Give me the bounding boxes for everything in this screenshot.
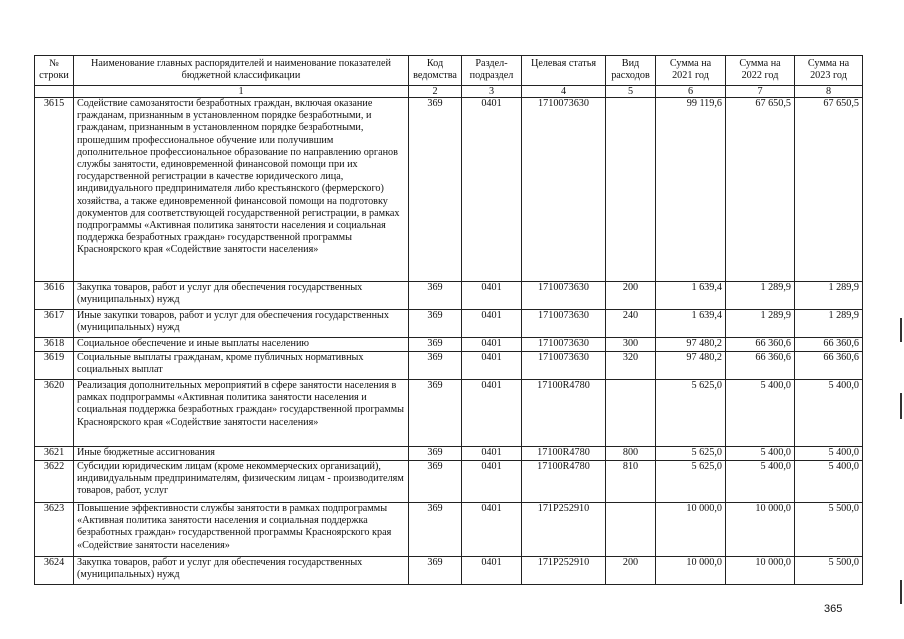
row-number-cell: 3621 [35,447,74,461]
row-name-cell: Социальное обеспечение и иные выплаты населению [74,338,409,352]
row-name-cell: Субсидии юридическим лицам (кроме некоммерческих организаций), индивидуальным предпринимателям, физическим лицам - производителям товаров, работ, услуг [74,461,409,503]
sum-2022-cell: 5 400,0 [726,380,795,447]
table-row [35,447,863,461]
sum-2023-cell: 66 360,6 [795,338,863,352]
table-row [35,310,863,338]
header-section: Раздел-подраздел [462,56,522,86]
section-cell: 0401 [462,98,522,282]
sum-2021-cell: 5 625,0 [656,380,726,447]
section-cell: 0401 [462,447,522,461]
scan-edge-mark [900,318,902,342]
sum-2023-cell: 5 400,0 [795,461,863,503]
dept-code-cell: 369 [409,282,462,310]
expense-type-cell: 300 [606,338,656,352]
sum-2023-cell: 1 289,9 [795,282,863,310]
target-cell: 1710073630 [522,282,606,310]
sum-2023-cell: 66 360,6 [795,352,863,380]
sum-2022-cell: 5 400,0 [726,447,795,461]
row-name-cell: Иные бюджетные ассигнования [74,447,409,461]
target-cell: 1710073630 [522,98,606,282]
target-cell: 171P252910 [522,557,606,585]
budget-table-container [34,55,863,585]
table-row [35,352,863,380]
dept-code-cell: 369 [409,338,462,352]
sum-2021-cell: 10 000,0 [656,503,726,557]
dept-code-cell: 369 [409,310,462,338]
section-cell: 0401 [462,338,522,352]
target-cell: 1710073630 [522,352,606,380]
target-cell: 1710073630 [522,338,606,352]
column-number: 8 [795,86,863,98]
section-cell: 0401 [462,380,522,447]
sum-2022-cell: 66 360,6 [726,352,795,380]
header-row [35,56,863,86]
page-number: 365 [824,603,843,615]
dept-code-cell: 369 [409,98,462,282]
row-name-cell: Содействие самозанятости безработных граждан, включая оказание гражданам, признанным в установленном порядке безработными, и гражданам, признанным в установленном порядке безработными, прошедшим профессиональное обучение или получившим дополнительное профессиональное образование по направлению органов службы занятости, единовременной финансовой помощи при их государственной регистрации в качестве юридического лица, индивидуального предпринимателя либо крестьянского (фермерского) хозяйства, а также единовременной финансовой помощи на подготовку документов для соответствующей государственной регистрации, в рамках подпрограммы «Активная политика занятости населения и социальная поддержка безработных граждан» государственной программы Красноярского края «Содействие занятости населения» [74,98,409,282]
expense-type-cell: 200 [606,282,656,310]
column-number: 4 [522,86,606,98]
expense-type-cell [606,98,656,282]
header-sum-2021: Сумма на 2021 год [656,56,726,86]
sum-2023-cell: 5 500,0 [795,557,863,585]
sum-2022-cell: 1 289,9 [726,282,795,310]
sum-2022-cell: 1 289,9 [726,310,795,338]
sum-2021-cell: 99 119,6 [656,98,726,282]
section-cell: 0401 [462,557,522,585]
table-row [35,380,863,447]
dept-code-cell: 369 [409,352,462,380]
target-cell: 171P252910 [522,503,606,557]
expense-type-cell: 810 [606,461,656,503]
column-number: 1 [74,86,409,98]
sum-2022-cell: 66 360,6 [726,338,795,352]
dept-code-cell: 369 [409,461,462,503]
section-cell: 0401 [462,503,522,557]
sum-2022-cell: 67 650,5 [726,98,795,282]
row-name-cell: Реализация дополнительных мероприятий в сфере занятости населения в рамках подпрограммы «Активная политика занятости населения и социальная поддержка безработных граждан» государственной программы Красноярского края «Содействие занятости населения» [74,380,409,447]
row-name-cell: Закупка товаров, работ и услуг для обеспечения государственных (муниципальных) нужд [74,282,409,310]
header-row-no: № строки [35,56,74,86]
scan-edge-mark [900,580,902,604]
row-number-cell: 3620 [35,380,74,447]
dept-code-cell: 369 [409,557,462,585]
sum-2021-cell: 5 625,0 [656,461,726,503]
expense-type-cell: 800 [606,447,656,461]
row-number-cell: 3615 [35,98,74,282]
row-number-cell: 3623 [35,503,74,557]
section-cell: 0401 [462,282,522,310]
sum-2021-cell: 97 480,2 [656,352,726,380]
header-name: Наименование главных распорядителей и наименование показателей бюджетной классификации [74,56,409,86]
sum-2023-cell: 5 400,0 [795,447,863,461]
expense-type-cell: 240 [606,310,656,338]
section-cell: 0401 [462,352,522,380]
column-number: 5 [606,86,656,98]
dept-code-cell: 369 [409,380,462,447]
column-numbers-row [35,86,863,98]
header-sum-2023: Сумма на 2023 год [795,56,863,86]
table-row [35,461,863,503]
column-number: 6 [656,86,726,98]
row-number-cell: 3618 [35,338,74,352]
row-number-cell: 3617 [35,310,74,338]
header-sum-2022: Сумма на 2022 год [726,56,795,86]
target-cell: 17100R4780 [522,461,606,503]
sum-2023-cell: 5 500,0 [795,503,863,557]
row-name-cell: Повышение эффективности службы занятости в рамках подпрограммы «Активная политика занятости населения и социальная поддержка безработных граждан» государственной программы Красноярского края «Содействие занятости населения» [74,503,409,557]
column-number: 2 [409,86,462,98]
table-body [35,98,863,585]
expense-type-cell [606,380,656,447]
column-number: 3 [462,86,522,98]
row-number-cell: 3616 [35,282,74,310]
header-expense-type: Вид расходов [606,56,656,86]
table-row [35,338,863,352]
section-cell: 0401 [462,310,522,338]
target-cell: 1710073630 [522,310,606,338]
sum-2021-cell: 1 639,4 [656,282,726,310]
sum-2021-cell: 1 639,4 [656,310,726,338]
table-row [35,98,863,282]
row-name-cell: Социальные выплаты гражданам, кроме публичных нормативных социальных выплат [74,352,409,380]
target-cell: 17100R4780 [522,447,606,461]
sum-2021-cell: 10 000,0 [656,557,726,585]
row-number-cell: 3622 [35,461,74,503]
row-name-cell: Закупка товаров, работ и услуг для обеспечения государственных (муниципальных) нужд [74,557,409,585]
dept-code-cell: 369 [409,503,462,557]
expense-type-cell: 200 [606,557,656,585]
expense-type-cell: 320 [606,352,656,380]
sum-2021-cell: 97 480,2 [656,338,726,352]
sum-2023-cell: 1 289,9 [795,310,863,338]
column-number: 7 [726,86,795,98]
dept-code-cell: 369 [409,447,462,461]
row-name-cell: Иные закупки товаров, работ и услуг для обеспечения государственных (муниципальных) нужд [74,310,409,338]
scan-edge-mark [900,393,902,419]
header-dept-code: Код ведомства [409,56,462,86]
target-cell: 17100R4780 [522,380,606,447]
expense-type-cell [606,503,656,557]
row-number-cell: 3619 [35,352,74,380]
budget-table [34,55,863,585]
sum-2023-cell: 5 400,0 [795,380,863,447]
row-number-cell: 3624 [35,557,74,585]
table-row [35,503,863,557]
table-row [35,282,863,310]
sum-2023-cell: 67 650,5 [795,98,863,282]
sum-2022-cell: 10 000,0 [726,503,795,557]
sum-2022-cell: 10 000,0 [726,557,795,585]
header-target: Целевая статья [522,56,606,86]
column-number [35,86,74,98]
sum-2022-cell: 5 400,0 [726,461,795,503]
sum-2021-cell: 5 625,0 [656,447,726,461]
table-row [35,557,863,585]
section-cell: 0401 [462,461,522,503]
